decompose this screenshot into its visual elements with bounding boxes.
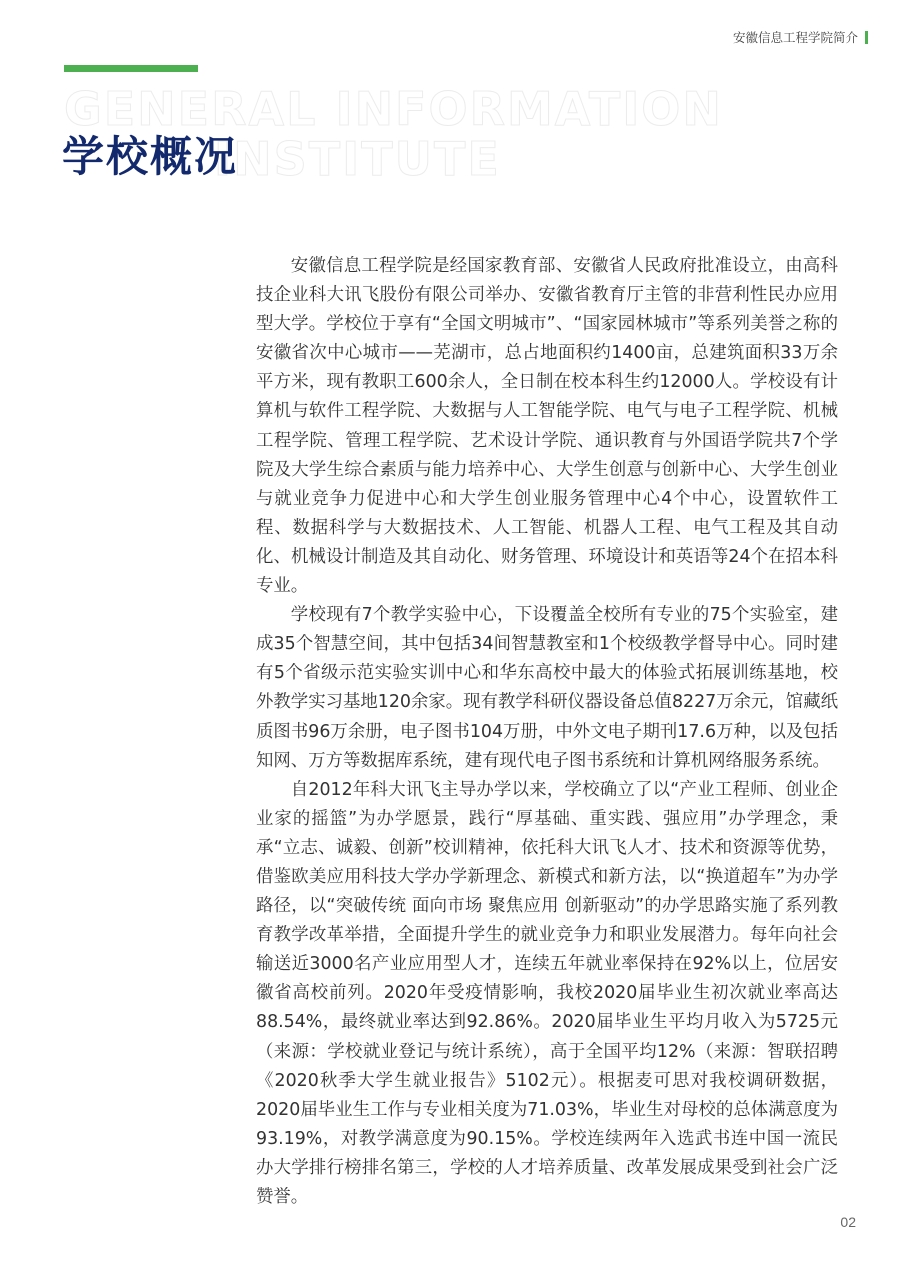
accent-bar [64,65,198,72]
page-number: 02 [840,1214,856,1230]
running-header-marker [865,31,868,44]
paragraph-achievements: 自2012年科大讯飞主导办学以来，学校确立了以“产业工程师、创业企业家的摇篮”为办学愿景，践行“厚基础、重实践、强应用”办学理念，秉承“立志、诚毅、创新”校训精神，依托科大讯飞人才、技术和资源等优势，借鉴欧美应用科技大学办学新理念、新模式和新方法，以“换道超车”为办学路径，以“突破传统 面向市场 聚焦应用 创新驱动”的办学思路实施了系列教育教学改革举措，全面提升学生的就业竞争力和职业发展潜力。每年向社会输送近3000名产业应用型人才，连续五年就业率保持在92%以上，位居安徽省高校前列。2020年受疫情影响，我校2020届毕业生初次就业率高达88.54%，最终就业率达到92.86%。2020届毕业生平均月收入为5725元（来源：学校就业登记与统计系统），高于全国平均12%（来源：智联招聘《2020秋季大学生就业报告》5102元）。根据麦可思对我校调研数据，2020届毕业生工作与专业相关度为71.03%，毕业生对母校的总体满意度为93.19%，对教学满意度为90.15%。学校连续两年入选武书连中国一流民办大学排行榜排名第三，学校的人才培养质量、改革发展成果受到社会广泛赞誉。 [256,779,838,1207]
running-header-title: 安徽信息工程学院简介 [732,30,858,45]
paragraph-intro: 安徽信息工程学院是经国家教育部、安徽省人民政府批准设立，由高科技企业科大讯飞股份有限公司举办、安徽省教育厅主管的非营利性民办应用型大学。学校位于享有“全国文明城市”、“国家园林城市”等系列美誉之称的安徽省次中心城市——芜湖市，总占地面积约1400亩，总建筑面积33万余平方米，现有教职工600余人，全日制在校本科生约12000人。学校设有计算机与软件工程学院、大数据与人工智能学院、电气与电子工程学院、机械工程学院、管理工程学院、艺术设计学院、通识教育与外国语学院共7个学院及大学生综合素质与能力培养中心、大学生创意与创新中心、大学生创业与就业竞争力促进中心和大学生创业服务管理中心4个中心，设置软件工程、数据科学与大数据技术、人工智能、机器人工程、电气工程及其自动化、机械设计制造及其自动化、财务管理、环境设计和英语等24个在招本科专业。 [256,256,838,597]
watermark-line-1: GENERAL INFORMATION [64,82,723,136]
paragraph-facilities: 学校现有7个教学实验中心，下设覆盖全校所有专业的75个实验室，建成35个智慧空间，其中包括34间智慧教室和1个校级教学督导中心。同时建有5个省级示范实验实训中心和华东高校中最大的体验式拓展训练基地，校外教学实习基地120余家。现有教学科研仪器设备总值8227万余元，馆藏纸质图书96万余册，电子图书104万册，中外文电子期刊17.6万种，以及包括知网、万方等数据库系统，建有现代电子图书系统和计算机网络服务系统。 [256,605,838,771]
watermark-line-2: INSTITUTE [214,132,501,186]
running-header [733,28,868,46]
body-text [256,252,838,1212]
page-title: 学校概况 [62,132,239,181]
